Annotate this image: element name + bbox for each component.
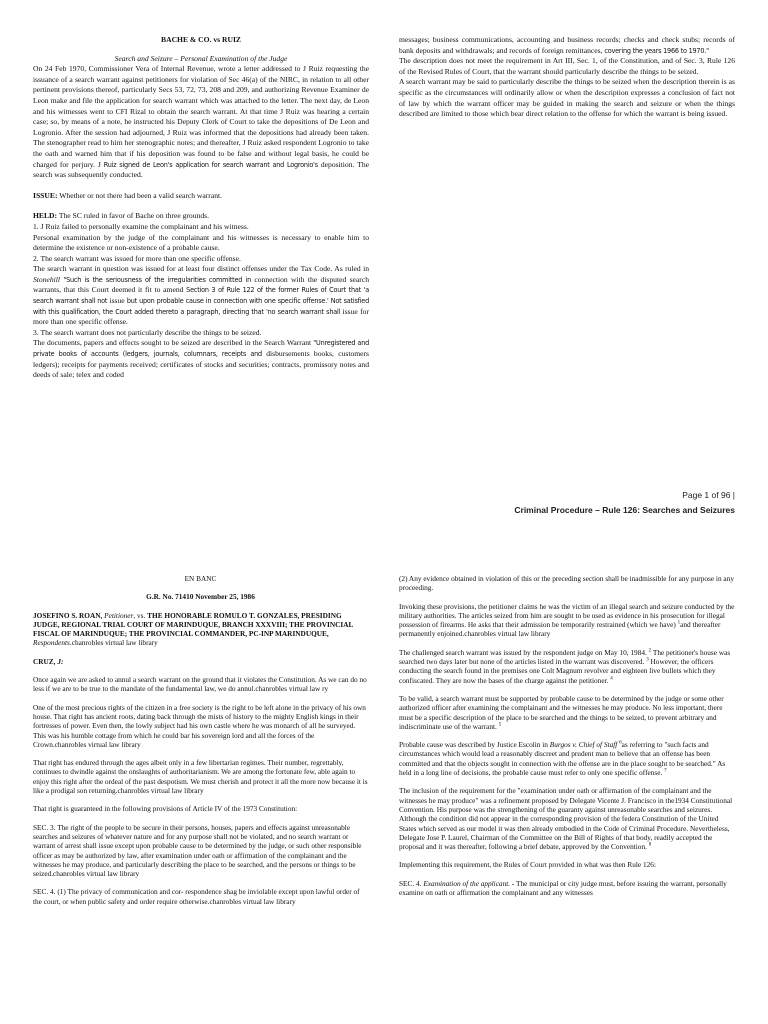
page-gap [0, 530, 768, 560]
ground-3-text-b: disbursements books, customers ledgers); receipts for payments received; certificates of stocks and securities; contracts, promissory notes and deeds of sale; telex and coded [33, 349, 370, 380]
issuance-text-b: The petitioner's house was searched two days later but none of the articles listed in the warrant was discovered. [399, 647, 731, 667]
rule-sec-text: - The municipal or city judge must, before issuing the warrant, personally examine on oath or affirmation the complainant and any witnesses [399, 878, 727, 898]
ground-3-heading: 3. The search warrant does not particularly describe the things to be seized. [33, 327, 262, 337]
respondents-names: THE HONORABLE ROMULO T. GONZALES, PRESIDING JUDGE, REGIONAL TRIAL COURT OF MARINDUQUE, BRANCH XXXVIII; THE PROVINCIAL FISCAL OF MARINDUQUE; THE PROVINCIAL COMMANDER, PC-INP MARINDUQUE, [33, 610, 353, 639]
issue-text: Whether or not there had been a valid search warrant. [59, 190, 223, 200]
ground-2-text-b: connection with the disputed search warrants, that this Court deemed it fit to amend [33, 274, 369, 295]
requirement-paragraph: The description does not meet the requirement in Art III, Sec. 1, of the Constitution, and of Sec. 3, Rule 126 of the Revised Rules of Court, that the warrant should particularly describe the things to be seized. [399, 56, 735, 76]
issuance-text-a: The challenged search warrant was issued by the respondent judge on May 10, 1984. [399, 647, 647, 657]
particularity-paragraph: A search warrant may be said to particularly describe the things to be seized when the description therein is as specific as the circumstances will ordinarily allow or when the description expresses a conclusion of fact not of law by which the warrant officer may be guided in making the search and seizure or when the things described are limited to those which bear direct relation to the offense for which the warrant is being issued. [399, 77, 735, 119]
continuation-text: messages; business communications, accounting and business records; checks and check stubs; records of bank deposits and withdrawals; and records of foreign remittances, [399, 35, 735, 55]
opinion-paragraph-2: One of the most precious rights of the citizen in a free society is the right to be left alone in the privacy of his own house. That right has ancient roots, dating back through the mists of history to the mighty English kings in their fortresses of power. Even then, the lowly subject had his own castle where he was monarch of all he surveyed. This was his humble cottage from which he could bar his sovereign lord and all the forces of the Crown.chanrobles virtual law library [33, 702, 366, 749]
petitioner-name: JOSEFINO S. ROAN, [33, 610, 103, 620]
ground-1-heading: 1. J Ruiz failed to personally examine the complainant and his witness. [33, 221, 249, 231]
ground-2-text-d: issue for more than one specific offense. [33, 306, 369, 327]
validity-paragraph [399, 694, 735, 731]
footer-subject: Criminal Procedure – Rule 126: Searches and Seizures [514, 505, 735, 515]
issue-label: ISSUE: [33, 190, 58, 200]
ponente-suffix: J: [57, 656, 64, 666]
ponente [33, 657, 368, 666]
probable-cause-text-b: as referring to "such facts and circumstances which would lead a reasonably discreet and prudent man to believe that an offense has been committed and that the objects sought in connection with the offense are in the place sought to be searched." As held in a long line of decisions, the probable cause must refer to only one specific offense. [399, 740, 726, 778]
facts-paragraph [33, 64, 369, 181]
ponente-name: CRUZ, [33, 656, 56, 666]
claim-text: Invoking these provisions, the petitioner claims he was the victim of an illegal search and seizure conducted by the military authorities. The articles seized from him are sought to be used as evidence in his prosecution for illegal possession of firearms. He asks that their admission be temporarily restrained (which we have) [399, 601, 735, 630]
case-subtitle: Search and Seizure – Personal Examination of the Judge [114, 53, 288, 63]
ground-2-heading: 2. The search warrant was issued for more than one specific offense. [33, 253, 241, 263]
implementing-paragraph: Implementing this requirement, the Rules of Court provided in what was then Rule 126: [399, 860, 656, 870]
footnote-ref: 3 [646, 657, 649, 663]
facts-handwritten: Ruiz signed de Leon's application for search warrant and Logronio's [103, 159, 318, 169]
issuance-text-c: However, the officers conducting the search found in the premises one Colt Magnum revolver and eighteen live bullets which they confiscated. They are now the bases of the charge against the petitioner. [399, 657, 716, 685]
page2-left-column [33, 574, 368, 915]
issue-paragraph [33, 191, 369, 202]
en-banc-heading: EN BANC [184, 574, 217, 583]
held-label: HELD: [33, 211, 58, 221]
ground-2-handwritten-2: Section 3 of Rule 122 of the former Rules of Court that 'a search warrant shall not [33, 285, 369, 306]
footnote-ref: 2 [648, 648, 652, 654]
petitioner-claim-paragraph [399, 602, 735, 639]
footnote-ref: 1 [677, 620, 681, 626]
rule-sec-title: Examination of the applicant. [423, 878, 511, 888]
respondents-label: Respondents [33, 638, 70, 648]
probable-cause-paragraph [399, 740, 735, 777]
ground-2-text-a: The search warrant in question was issued for at least four distinct offenses under the Tax Code. As ruled in [33, 264, 369, 274]
page2-right-column [399, 574, 735, 897]
claim-text-b: and thereafter permanently enjoined.chanrobles virtual law library [399, 620, 721, 639]
constitution-sec-3: SEC. 3. The right of the people to be secure in their persons, houses, papers and effects against unreasonable searches and seizures of whatever nature and for any purpose shall not be violated, and no search warrant or warrant of arrest shall issue except upon probable cause to be determined by the judge, or such other responsible officer as may be authorized by law, after examination under oath or affirmation of the complainant and the witnesses he may produce, and particularly describing the place to be searched, and the persons or things to be seized.chanrobles virtual law library [33, 822, 362, 879]
probable-cause-text-a: Probable cause was described by Justice Escolin in [399, 740, 548, 750]
opinion-paragraph-4: That right is guaranteed in the following provisions of Article IV of the 1973 Constitution: [33, 804, 298, 814]
footnote-ref: 7 [664, 768, 667, 774]
parties-suffix: .chanrobles virtual law library [69, 638, 158, 648]
ground-2-text-c: issue [109, 296, 125, 306]
page-footer [514, 488, 735, 518]
rule-sec-4 [399, 879, 735, 898]
warrant-issuance-paragraph [399, 648, 735, 685]
petitioner-label: Petitioner [104, 610, 134, 620]
footnote-ref: 8 [648, 842, 652, 848]
ground-1-text: Personal examination by the judge of the complainant and his witnesses is necessary to enable him to determine the existence or non-existence of a probable cause. [33, 232, 369, 253]
validity-text: To be valid, a search warrant must be supported by probable cause to be determined by the judge or some other authorized officer after examining the complainant and the witnesses he may produce. No less important, there must be a specific description of the place to be searched and the things to be seized, to prevent arbitrary and indiscriminate use of the warrant. [399, 693, 724, 731]
ground-3-text [33, 338, 369, 380]
facts-text-b: deposition. The search was subsequently conducted. [33, 159, 370, 180]
ground-2-text [33, 264, 369, 328]
opinion-paragraph-1: Once again we are asked to annul a search warrant on the ground that it violates the Constitution. As we can do no less if we are to be true to the mandate of the fundamental law, we do annul.chanrobles virtual law ry [33, 675, 367, 694]
facts-text-a: On 24 Feb 1970, Commissioner Vera of Internal Revenue, wrote a letter addressed to J Ruiz requesting the issuance of a search warrant against petitioners for violation of Sec 46(a) of the NIRC, in relation to all other pertinent provisions thereof, particularly Secs 53, 72, 73, 208 and 209, and authorizing Revenue Examiner de Leon make and file the application for search warrant which was attached to the letter. The next day, de Leon and his witnesses went to CFI Rizal to obtain the search warrant. At that time J Ruiz was hearing a certain case; so, by means of a note, he instructed his Deputy Clerk of Court to take the depositions of De Leon and Logronio. After the session had adjourned, J Ruiz was informed that the depositions had already been taken. The stenographer read to him her stenographic notes; and thereafter, J Ruiz asked respondent Logronio to take the oath and warned him that if his deposition was found to be false and without legal basis, he could be charged for perjury. J [33, 64, 369, 169]
footnote-ref: 6 [619, 740, 622, 746]
opinion-paragraph-3: That right has endured through the ages albeit only in a few libertarian regimes. Their number, regrettably, continues to dwindle against the onslaughts of authoritarianism. We are among the fortunate few, able again to enjoy this right after the ordeal of the past despotism. We must cherish and protect it all the more now because it is like a prodigal son returning.chanrobles virtual law library [33, 758, 368, 796]
constitution-sec-4: SEC. 4. (1) The privacy of communication and cor- respondence shag be inviolable except upon lawful order of the court, or when public safety and order require otherwise.chanrobles virtual law library [33, 887, 360, 906]
case-citation: Stonehill [33, 274, 60, 284]
continuation-paragraph [399, 35, 735, 56]
sec-4-item-2: (2) Any evidence obtained in violation of this or the preceding section shall be inadmissible for any purpose in any proceeding. [399, 574, 734, 593]
page1-right-column [399, 35, 735, 120]
held-paragraph [33, 211, 369, 222]
page1-left-column [33, 35, 369, 381]
versus-text: , vs. [133, 610, 146, 620]
footnote-ref: 4 [610, 676, 613, 682]
history-text: The inclusion of the requirement for the "examination under oath or affirmation of the complainant and the witnesses he may produce" was a refinement proposed by Delegate Vicente J. Francisco in the1934 Constitutional Convention. His purpose was the strengthening of the guaranty against unreasonable searches and seizures. Although the condition did not appear in the corresponding provision of the federa Constitution of the United States which served as our model it was then already embodied in the Code of Criminal Procedure. Nevertheless, Delegate Jose P. Laurel, Chairman of the Committee on the Bill of Rights of that body, readily accepted the proposal and it was thereafter, following a brief debate, approved by the Convention. [399, 786, 733, 852]
ground-3-text-a: The documents, papers and effects sought to be seized are described in the Search Warrant [33, 338, 312, 348]
document-page-2 [0, 560, 768, 1024]
footnote-ref: 5 [498, 722, 502, 728]
continuation-handwritten: covering the years 1966 to 1970." [604, 45, 709, 55]
held-text: The SC ruled in favor of Bache on three grounds. [58, 211, 209, 221]
case-title: BACHE & CO. vs RUIZ [161, 35, 241, 44]
ground-3-handwritten: "Unregistered and private books of accounts (ledgers, journals, columnars, receipts and [33, 338, 370, 359]
ground-2-handwritten-3: but upon probable cause in connection with one specific offense.' Not satisfied with this qualification, the Court added thereto a paragraph, directing that 'no search warrant shall [33, 296, 369, 316]
parties-paragraph [33, 611, 368, 648]
ground-2-handwritten-1: "Such is the seriousness of the irregularities committed in [63, 274, 251, 284]
rule-sec-label: SEC. 4. [399, 878, 422, 888]
history-paragraph [399, 786, 735, 851]
gr-number: G.R. No. 71410 November 25, 1986 [146, 592, 255, 602]
page-number: Page 1 of 96 | [682, 490, 735, 500]
case-citation: Burgos v. Chief of Staff [549, 740, 618, 750]
